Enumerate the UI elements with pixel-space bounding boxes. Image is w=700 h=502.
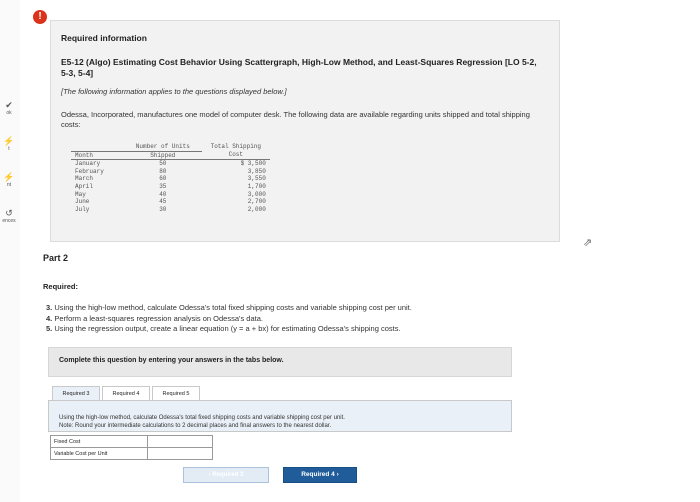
shipping-data-table (71, 143, 270, 213)
tab-required-5[interactable]: Required 5 (152, 386, 200, 402)
table-row: March 60 3,550 (75, 175, 266, 183)
sidebar-item-label: ok (6, 110, 12, 116)
alert-icon: ! (33, 10, 47, 24)
answer-table (50, 435, 213, 460)
fixed-cost-label: Fixed Cost (51, 436, 148, 448)
tab-required-4[interactable]: Required 4 (102, 386, 150, 402)
reference-icon: ↺ (5, 208, 13, 218)
required-heading: Required: (43, 282, 79, 291)
left-sidebar (0, 0, 20, 502)
sidebar-item-label: t (8, 146, 10, 152)
month-header: Month (71, 151, 124, 160)
units-header-line1: Number of Units (124, 143, 202, 151)
sidebar-item-label: ences (2, 218, 16, 224)
table-row: May 40 3,000 (75, 190, 266, 198)
list-item: 3. Using the high-low method, calculate Odessa's total fixed shipping costs and variable shipping cost per unit. (46, 303, 412, 312)
table-row (51, 448, 213, 460)
check-icon: ✔ (5, 100, 13, 110)
next-button[interactable]: Required 4 › (283, 467, 357, 483)
part-heading: Part 2 (43, 253, 69, 263)
units-header-line2: Shipped (124, 151, 202, 160)
chevron-left-icon: ‹ (208, 472, 211, 478)
tab-required-3[interactable]: Required 3 (52, 386, 100, 402)
chevron-right-icon: › (336, 471, 339, 478)
table-row: June 45 2,700 (75, 198, 266, 206)
lightning-icon: ⚡ (3, 136, 15, 146)
variable-cost-label: Variable Cost per Unit (51, 448, 148, 460)
problem-intro: Odessa, Incorporated, manufactures one model of computer desk. The following data are available regarding units shipped and total shipping costs: (61, 110, 530, 129)
table-row (51, 436, 213, 448)
sidebar-item-references[interactable] (0, 208, 18, 224)
table-row: February 80 3,850 (75, 167, 266, 175)
table-row: July 30 2,000 (75, 205, 266, 213)
required-list (46, 303, 546, 335)
lightning-icon: ⚡ (3, 172, 15, 182)
mouse-cursor-icon: ⇗ (583, 237, 593, 249)
panel-instructions: Using the high-low method, calculate Odessa's total fixed shipping costs and variable shipping cost per unit. Note: Round your intermediate calculations to 2 decimal places and final answers to the nearest dollar. (59, 415, 345, 429)
instruction-banner-text: Complete this question by entering your answers in the tabs below. (59, 357, 284, 364)
list-item: 4. Perform a least-squares regression analysis on Odessa's data. (46, 313, 263, 323)
info-note: [The following information applies to the questions displayed below.] (61, 87, 287, 96)
instruction-banner (48, 347, 512, 377)
fixed-cost-input[interactable] (151, 437, 209, 446)
required-information-heading: Required information (61, 33, 147, 43)
sidebar-item-lightning-2[interactable] (0, 172, 18, 188)
table-row: April 35 1,700 (75, 182, 266, 190)
variable-cost-input[interactable] (151, 449, 209, 458)
tab-panel-required-3 (48, 400, 512, 432)
sidebar-item-lightning-1[interactable] (0, 136, 18, 152)
previous-button[interactable]: ‹ Required 3 (183, 467, 269, 483)
sidebar-item-label: nt (6, 182, 12, 188)
problem-title: E5-12 (Algo) Estimating Cost Behavior Using Scattergraph, High-Low Method, and Least-Squares Regression [LO 5-2, 5-3, 5-4] (61, 57, 537, 78)
list-item: 5. Using the regression output, create a linear equation (y = a + bx) for estimating Odessa's shipping costs. (46, 324, 401, 333)
table-row: January 50 $ 3,500 (75, 160, 266, 168)
cost-header-line1: Total Shipping (210, 143, 262, 151)
cost-header-line2: Cost (202, 151, 270, 160)
required-information-box (50, 20, 560, 242)
sidebar-item-check[interactable] (0, 100, 18, 116)
